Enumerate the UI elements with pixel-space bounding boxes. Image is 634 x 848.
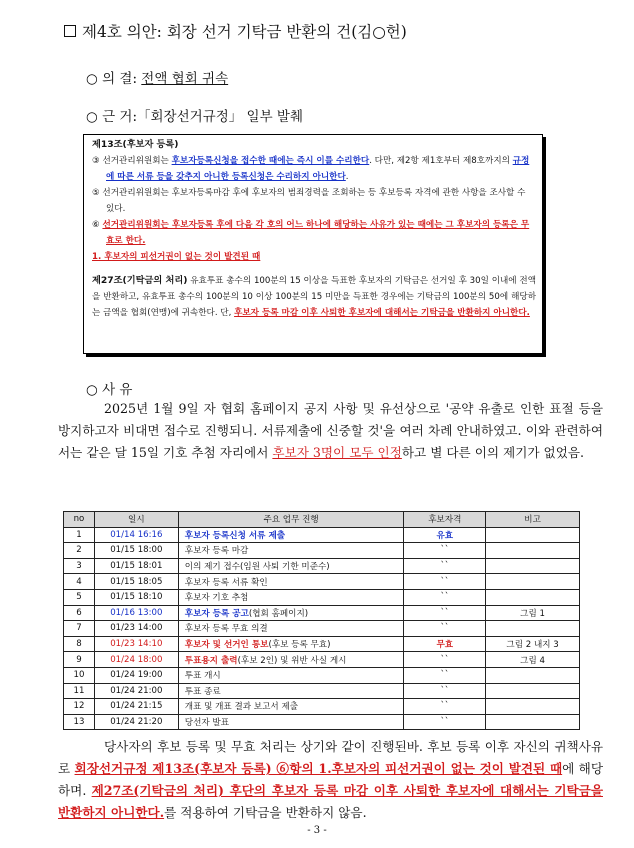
cell-status: `` [404,714,486,730]
cell-note: 그림 4 [486,652,580,668]
cell-no: 3 [64,558,95,574]
table-row [64,699,580,715]
cell-no: 5 [64,589,95,605]
cell-note: 그림 2 내지 3 [486,636,580,652]
cell-note [486,667,580,683]
cell-task [178,527,404,543]
cell-status: `` [404,699,486,715]
cell-note [486,527,580,543]
cell-datetime: 01/23 14:00 [94,621,178,637]
table-row [64,589,580,605]
cell-no: 1 [64,527,95,543]
table-row [64,605,580,621]
task-main: 이의 제기 접수(임원 사퇴 기한 미준수) [184,562,330,573]
cell-task [178,605,404,621]
cell-task [178,667,404,683]
cell-note [486,683,580,699]
cell-note [486,558,580,574]
cell-note [486,589,580,605]
header-task: 주요 업무 진행 [178,512,404,528]
task-main: 개표 및 개표 결과 보고서 제출 [184,702,299,713]
task-main: 투표용지 출력 [184,655,238,666]
page-title: 제4호 의안: 회장 선거 기탁금 반환의 건(김○헌) [64,20,407,42]
regulation-excerpt-box [83,134,543,354]
cell-datetime: 01/15 18:01 [94,558,178,574]
cell-datetime: 01/14 16:16 [94,527,178,543]
cell-task [178,683,404,699]
decision-label: ○ 의 결: [86,71,142,87]
table-row [64,636,580,652]
article13-clause3: ③ 선거관리위원회는 후보자등록신청을 접수한 때에는 즉시 이를 수리한다. 다만, 제2항 제1호부터 제8호까지의 규정에 따른 서류 등을 갖추지 아니한 등록신청은 수리하지 아니한다. [92,156,530,182]
cell-no: 10 [64,667,95,683]
cell-datetime: 01/16 13:00 [94,605,178,621]
cell-task [178,558,404,574]
task-main: 투표 개시 [184,671,221,682]
cell-status: 무효 [404,636,486,652]
basis-label: ○ 근 거: [86,109,137,125]
cell-datetime: 01/24 18:00 [94,652,178,668]
basis-item [86,105,303,125]
table-row [64,714,580,730]
cell-note: 그림 1 [486,605,580,621]
page-number: - 3 - [307,825,327,836]
conclusion-text: 당사자의 후보 등록 및 무효 처리는 상기와 같이 진행된바. 후보 등록 이후 자신의 귀책사유로 회장선거규정 제13조(후보자 등록) ⑥항의 1.후보자의 피선거권이 없는 것이 발견된 때에 해당하며. 제27조(기탁금의 처리) 후단의 후보자 등록 마감 이후 사퇴한 후보자에 대해서는 기탁금을 반환하지 아니한다.를 적용하여 기탁금을 반환하지 않음. [58,739,604,820]
header-datetime: 일시 [94,512,178,528]
cell-datetime: 01/24 19:00 [94,667,178,683]
cell-status: `` [404,543,486,559]
header-status: 후보자격 [404,512,486,528]
conclusion-highlight-1: 회장선거규정 제13조(후보자 등록) ⑥항의 1.후보자의 피선거권이 없는 것이 발견된 때 [74,761,563,776]
timeline-table [63,511,580,730]
cell-note [486,543,580,559]
cell-note [486,699,580,715]
reason-highlight: 후보자 3명이 모두 인정 [272,445,402,460]
cell-datetime: 01/15 18:00 [94,543,178,559]
cell-task [178,621,404,637]
article13-clause5: ⑤ 선거관리위원회는 후보자등록마감 후에 후보자의 범죄경력을 조회하는 등 후보등록 자격에 관한 사항을 조사할 수 있다. [92,188,526,214]
cell-datetime: 01/24 21:00 [94,683,178,699]
table-row [64,527,580,543]
checkbox-square-icon [64,25,76,37]
decision-value: 전액 협회 귀속 [141,71,229,87]
table-row [64,667,580,683]
cell-status: `` [404,574,486,590]
cell-no: 12 [64,699,95,715]
task-main: 후보자 등록 서류 확인 [184,577,268,588]
cell-status: `` [404,605,486,621]
cell-status: `` [404,667,486,683]
header-no: no [64,512,95,528]
task-main: 후보자 등록신청 서류 제출 [184,530,286,541]
task-main: 후보자 등록 공고 [184,608,249,619]
reason-label: ○ 사 유 [86,382,133,398]
cell-no: 11 [64,683,95,699]
article27: 제27조(기탁금의 처리) 유효투표 총수의 100분의 15 이상을 득표한 후보자의 기탁금은 선거일 후 30일 이내에 전액을 반환하고, 유효투표 총수의 100분의 10 이상 100분의 15 미만을 득표한 경우에는 기탁금의 100분의 50에 해당하는 금액을 협회(연맹)에 귀속한다. 단, 후보자 등록 마감 이후 사퇴한 후보자에 대해서는 기탁금을 반환하지 아니한다. [92,275,536,318]
article27-heading: 제27조(기탁금의 처리) [92,275,188,286]
cell-task [178,699,404,715]
cell-datetime: 01/24 21:20 [94,714,178,730]
cell-task [178,636,404,652]
task-main: 후보자 기호 추첨 [184,593,249,604]
cell-no: 4 [64,574,95,590]
article13-clause6: ⑥ 선거관리위원회는 후보자등록 후에 다음 각 호의 어느 하나에 해당하는 사유가 있는 때에는 그 후보자의 등록은 무효로 한다. [92,220,530,246]
task-main: 당선자 발표 [184,718,230,729]
cell-no: 6 [64,605,95,621]
table-row [64,558,580,574]
cell-note [486,621,580,637]
task-detail: (후보 등록 무효) [268,640,331,651]
task-main: 후보자 등록 무효 의결 [184,624,268,635]
cell-task [178,589,404,605]
cell-task [178,714,404,730]
cell-no: 7 [64,621,95,637]
cell-note [486,714,580,730]
cell-task [178,574,404,590]
header-note: 비고 [486,512,580,528]
task-main: 후보자 및 선거인 통보 [184,640,269,651]
table-row [64,621,580,637]
table-row [64,652,580,668]
task-main: 후보자 등록 마감 [184,546,249,557]
cell-status: `` [404,558,486,574]
cell-datetime: 01/15 18:05 [94,574,178,590]
cell-no: 9 [64,652,95,668]
cell-note [486,574,580,590]
cell-datetime: 01/23 14:10 [94,636,178,652]
conclusion-highlight-2: 제27조(기탁금의 처리) 후단의 후보자 등록 마감 이후 사퇴한 후보자에 대해서는 기탁금을 반환하지 아니한다. [58,783,603,820]
cell-status: 유효 [404,527,486,543]
cell-datetime: 01/15 18:10 [94,589,178,605]
article13-heading: 제13조(후보자 등록) [92,139,179,150]
cell-datetime: 01/24 21:15 [94,699,178,715]
cell-status: `` [404,652,486,668]
cell-no: 13 [64,714,95,730]
basis-value: 「회장선거규정」 일부 발췌 [137,109,303,125]
table-header-row [64,512,580,528]
cell-status: `` [404,621,486,637]
table-row [64,574,580,590]
cell-no: 2 [64,543,95,559]
decision-item [86,67,228,87]
article27-tail: 후보자 등록 마감 이후 사퇴한 후보자에 대해서는 기탁금을 반환하지 아니한다. [234,308,530,318]
task-detail: (협회 홈페이지) [248,608,309,619]
table-row [64,683,580,699]
cell-status: `` [404,589,486,605]
table-row [64,543,580,559]
cell-status: `` [404,683,486,699]
article13-clause6-sub1: 1. 후보자의 피선거권이 없는 것이 발견된 때 [92,252,261,262]
cell-task [178,652,404,668]
reason-text: 2025년 1월 9일 자 협회 홈페이지 공지 사항 및 유선상으로 '공약 유출로 인한 표절 등을 방지하고자 비대면 접수로 진행되니. 서류제출에 신중할 것'을 여러 차례 안내하였고. 이와 관련하여서는 같은 달 15일 기호 추첨 자리에서 후보자 3명이 모두 인정하고 별 다른 이의 제기가 없었음. [58,401,603,460]
cell-task [178,543,404,559]
cell-no: 8 [64,636,95,652]
task-detail: (후보 2인) 및 위반 사실 게시 [237,655,347,666]
task-main: 투표 종료 [184,686,221,697]
